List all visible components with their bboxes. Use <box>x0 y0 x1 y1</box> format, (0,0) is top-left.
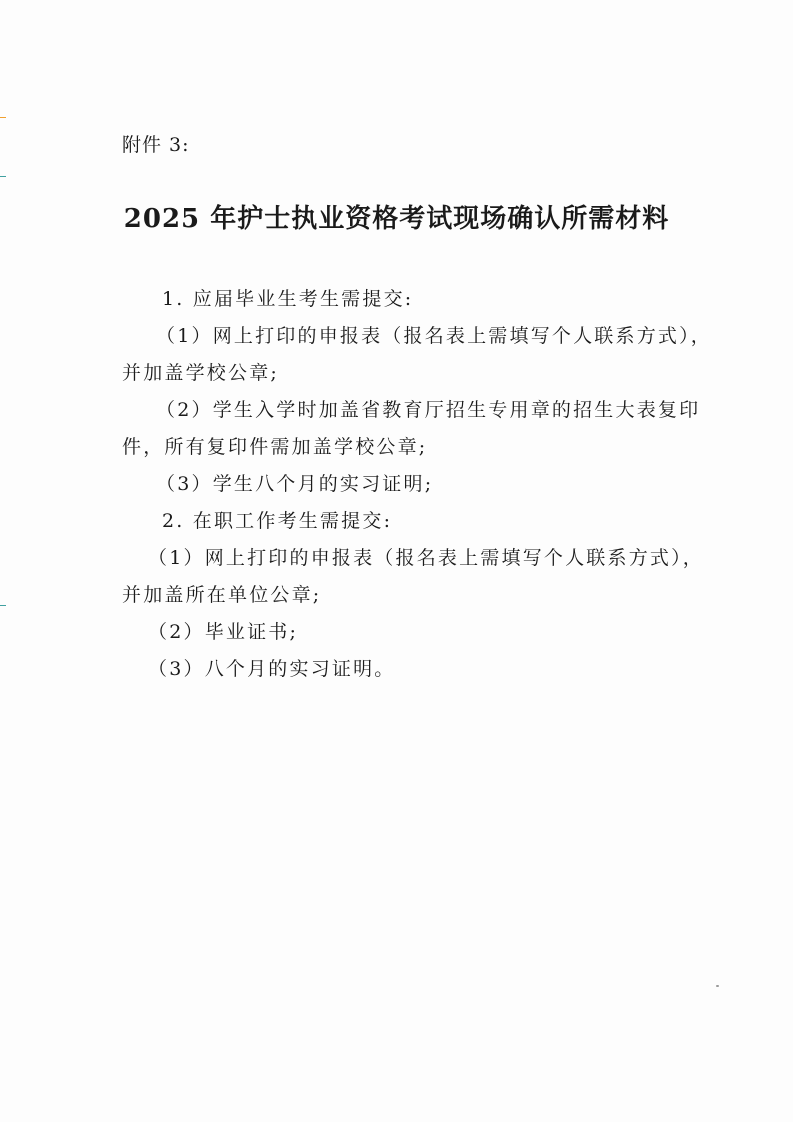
document-title: 2025 年护士执业资格考试现场确认所需材料 <box>123 204 670 234</box>
scan-mark <box>0 117 6 118</box>
section-heading: 2. 在职工作考生需提交: <box>162 510 393 532</box>
list-item-line: （2）学生入学时加盖省教育厅招生专用章的招生大表复印 <box>156 399 701 421</box>
scan-speck <box>716 985 719 987</box>
section-heading: 1. 应届毕业生考生需提交: <box>162 288 414 310</box>
scan-mark <box>0 176 6 177</box>
list-item-line: 件，所有复印件需加盖学校公章; <box>122 436 428 458</box>
list-item-line: （1）网上打印的申报表（报名表上需填写个人联系方式）， <box>156 325 712 347</box>
scan-mark <box>0 605 6 606</box>
list-item-line: （3）八个月的实习证明。 <box>148 658 396 680</box>
list-item-line: （2）毕业证书; <box>148 621 299 643</box>
list-item-line: （3）学生八个月的实习证明; <box>156 473 434 495</box>
list-item-line: 并加盖学校公章; <box>122 362 280 384</box>
list-item-line: 并加盖所在单位公章; <box>122 584 322 606</box>
list-item-line: （1）网上打印的申报表（报名表上需填写个人联系方式）， <box>148 547 704 569</box>
attachment-label: 附件 3: <box>122 134 190 156</box>
